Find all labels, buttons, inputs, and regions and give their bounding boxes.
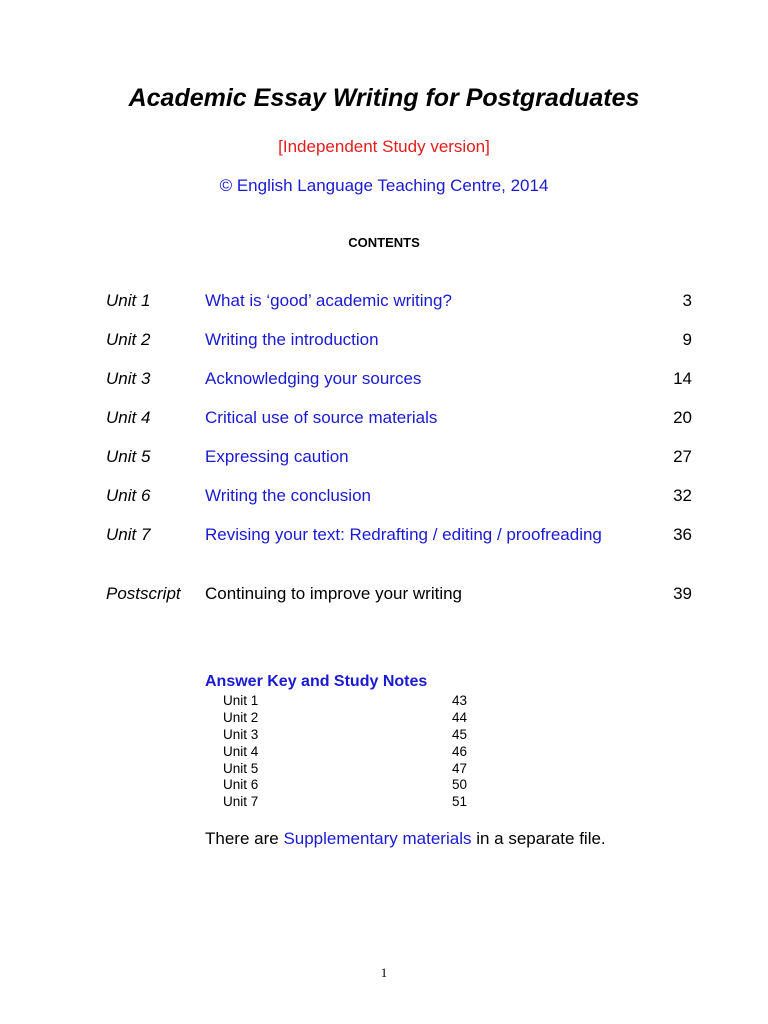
toc-link-unit-4[interactable]: Critical use of source materials	[205, 408, 438, 427]
document-title: Academic Essay Writing for Postgraduates	[128, 84, 640, 112]
answer-key-heading[interactable]: Answer Key and Study Notes	[205, 673, 428, 690]
toc-unit-label: Unit 7	[106, 525, 151, 544]
answer-key-row	[0, 693, 768, 710]
toc-row-unit-5	[0, 447, 768, 471]
answer-page-number: 44	[452, 710, 468, 725]
answer-unit-label: Unit 3	[223, 727, 259, 742]
answer-key-row	[0, 761, 768, 778]
answer-unit-label: Unit 1	[223, 693, 259, 708]
answer-unit-label: Unit 2	[223, 710, 259, 725]
answer-key-row	[0, 794, 768, 811]
toc-page-number: 27	[673, 447, 692, 466]
toc-page-number: 20	[673, 408, 692, 427]
answer-unit-label: Unit 5	[223, 761, 259, 776]
toc-row-unit-3	[0, 369, 768, 393]
toc-link-unit-6[interactable]: Writing the conclusion	[205, 486, 371, 505]
supplementary-suffix: in a separate file.	[471, 829, 606, 848]
toc-page-number: 39	[673, 584, 692, 603]
toc-link-unit-5[interactable]: Expressing caution	[205, 447, 349, 466]
copyright-notice[interactable]: © English Language Teaching Centre, 2014	[219, 176, 549, 195]
toc-unit-label: Unit 6	[106, 486, 151, 505]
answer-page-number: 47	[452, 761, 468, 776]
answer-key-row	[0, 777, 768, 794]
answer-page-number: 50	[452, 777, 468, 792]
answer-page-number: 46	[452, 744, 468, 759]
toc-unit-label: Unit 3	[106, 369, 151, 388]
toc-unit-label: Unit 4	[106, 408, 151, 427]
supplementary-prefix: There are	[205, 829, 284, 848]
toc-row-unit-6	[0, 486, 768, 510]
page-number: 1	[380, 965, 388, 980]
postscript-label: Postscript	[106, 584, 181, 603]
toc-row-postscript	[0, 584, 768, 608]
answer-page-number: 45	[452, 727, 468, 742]
toc-row-unit-2	[0, 330, 768, 354]
toc-unit-label: Unit 1	[106, 291, 151, 310]
answer-page-number: 43	[452, 693, 468, 708]
toc-link-unit-1[interactable]: What is ‘good’ academic writing?	[205, 291, 452, 310]
toc-page-number: 14	[673, 369, 692, 388]
toc-row-unit-4	[0, 408, 768, 432]
supplementary-note	[205, 829, 606, 849]
toc-link-unit-3[interactable]: Acknowledging your sources	[205, 369, 422, 388]
toc-page-number: 9	[682, 330, 692, 349]
answer-key-row	[0, 744, 768, 761]
answer-unit-label: Unit 6	[223, 777, 259, 792]
document-subtitle: [Independent Study version]	[278, 137, 490, 156]
toc-link-unit-2[interactable]: Writing the introduction	[205, 330, 379, 349]
answer-key-row	[0, 727, 768, 744]
toc-unit-label: Unit 2	[106, 330, 151, 349]
answer-unit-label: Unit 4	[223, 744, 259, 759]
toc-page-number: 36	[673, 525, 692, 544]
toc-unit-label: Unit 5	[106, 447, 151, 466]
answer-key-row	[0, 710, 768, 727]
toc-link-unit-7[interactable]: Revising your text: Redrafting / editing / proofreading	[205, 525, 602, 544]
toc-page-number: 32	[673, 486, 692, 505]
answer-page-number: 51	[452, 794, 468, 809]
postscript-title: Continuing to improve your writing	[205, 584, 463, 603]
toc-page-number: 3	[682, 291, 692, 310]
answer-unit-label: Unit 7	[223, 794, 259, 809]
contents-heading: CONTENTS	[348, 235, 420, 250]
toc-row-unit-7	[0, 525, 768, 549]
supplementary-materials-link[interactable]: Supplementary materials	[283, 829, 472, 848]
toc-row-unit-1	[0, 291, 768, 315]
